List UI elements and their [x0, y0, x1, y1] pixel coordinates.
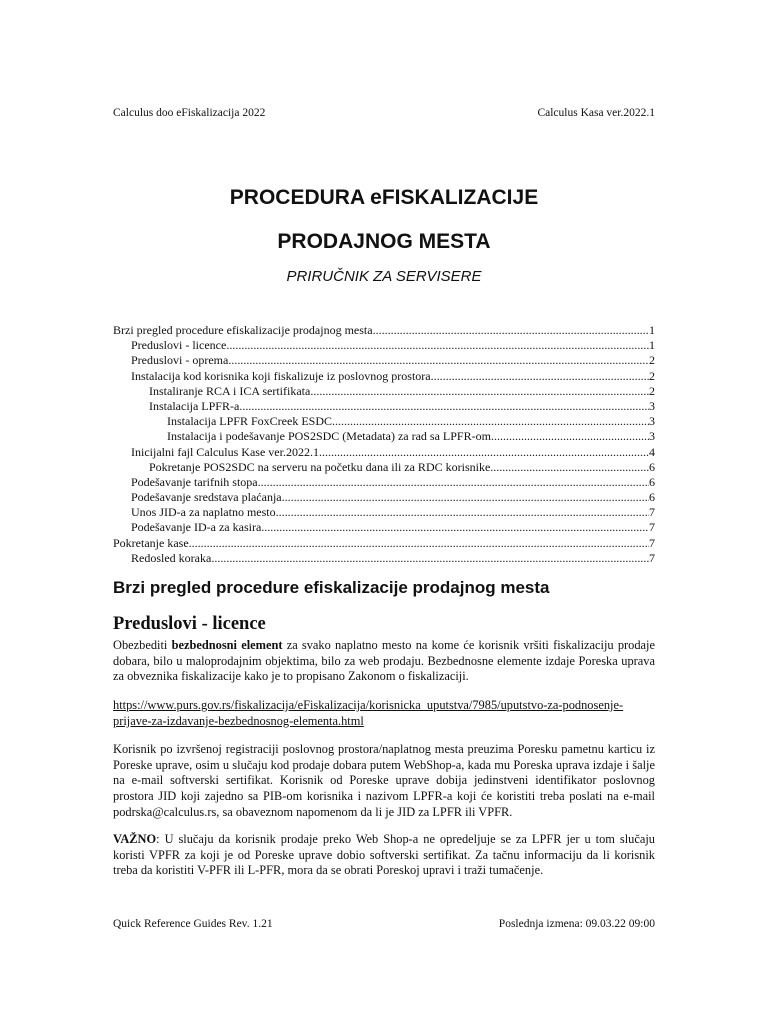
toc-entry-page: 3	[649, 398, 655, 413]
toc-entry-label: Pokretanje kase	[113, 535, 189, 550]
toc-entry-label: Instalacija LPFR FoxCreek ESDC	[167, 414, 332, 429]
header-left: Calculus doo eFiskalizacija 2022	[113, 107, 266, 119]
toc-entry-page: 2	[649, 353, 655, 368]
toc-dot-leader	[228, 353, 649, 368]
toc-entry[interactable]	[113, 399, 655, 414]
toc-dot-leader	[490, 460, 649, 475]
toc-entry-page: 6	[649, 474, 655, 489]
paragraph-security-element	[113, 638, 655, 685]
toc-dot-leader	[226, 338, 649, 353]
toc-entry-label: Podešavanje tarifnih stopa	[131, 474, 258, 489]
important-label: VAŽNO	[113, 832, 157, 846]
toc-entry[interactable]	[113, 460, 655, 475]
paragraph-link	[113, 698, 655, 729]
toc-entry[interactable]	[113, 369, 655, 384]
footer-right: Poslednja izmena: 09.03.22 09:00	[498, 918, 655, 930]
toc-entry-page: 2	[649, 368, 655, 383]
toc-entry[interactable]	[113, 505, 655, 520]
toc-entry-page: 6	[649, 459, 655, 474]
toc-entry[interactable]	[113, 338, 655, 353]
toc-dot-leader	[258, 475, 649, 490]
toc-entry-label: Brzi pregled procedure efiskalizacije prodajnog mesta	[113, 323, 373, 337]
section-heading: Brzi pregled procedure efiskalizacije prodajnog mesta	[113, 578, 550, 597]
paragraph-registration: Korisnik po izvršenoj registraciji poslovnog prostora/naplatnog mesta preuzima Poresku pametnu karticu iz Poreske uprave, osim u slučaju kod prodaje dobara putem WebShop-a, kada mu Poreska uprava izdaje i šalje na e-mail softverski sertifikat. Korisnik od Poreske uprave dobija jedinstveni identifikator poslovnog prostora JID koji zajedno sa PIB-om korisnika i nazivom LPFR-a koji će koristiti treba poslati na e-mail podrska@calculus.rs, sa obaveznom napomenom da li je JID za LPFR ili VPFR.	[113, 742, 655, 819]
toc-entry[interactable]	[113, 414, 655, 429]
document-title-line1: PROCEDURA eFISKALIZACIJE	[229, 186, 539, 209]
toc-dot-leader	[319, 445, 649, 460]
toc-entry-page: 7	[649, 520, 655, 535]
toc-entry[interactable]	[113, 475, 655, 490]
toc-entry[interactable]	[113, 445, 655, 460]
toc-entry-label: Instalacija LPFR-a	[149, 398, 240, 413]
toc-dot-leader	[373, 323, 649, 338]
toc-entry[interactable]	[113, 429, 655, 444]
toc-entry-page: 2	[649, 383, 655, 398]
toc-entry[interactable]	[113, 353, 655, 368]
toc-entry-page: 1	[649, 338, 655, 353]
toc-entry-label: Unos JID-a za naplatno mesto	[131, 505, 276, 520]
text-run: za svako naplatno mesto na kome će korisnik vršiti fiskalizaciju prodaje dobara, bilo u maloprodajnim objektima, bilo za web prodaju. Bezbednosne elemente izdaje Poreska uprava za obveznika fiskalizacije kako je to propisano Zakonom o fiskalizaciji.	[113, 638, 655, 684]
toc-entry[interactable]	[113, 490, 655, 505]
toc-entry-page: 7	[649, 535, 655, 550]
toc-entry-label: Preduslovi - licence	[131, 338, 227, 353]
toc-entry[interactable]	[113, 323, 655, 338]
instructions-link[interactable]: https://www.purs.gov.rs/fiskalizacija/eFiskalizacija/korisnicka_uputstva/7985/uputstvo-za-podnosenje-prijave-za-izdavanje-bezbednosnog-elementa.html	[113, 698, 624, 728]
document-subtitle: PRIRUČNIK ZA SERVISERE	[286, 268, 482, 285]
toc-dot-leader	[431, 369, 649, 384]
toc-entry-page: 6	[649, 490, 655, 505]
toc-entry-page: 1	[649, 323, 655, 337]
table-of-contents	[113, 323, 655, 566]
page-header	[113, 107, 655, 119]
text-run: : U slučaju da korisnik prodaje preko Web Shop-a ne opredeljuje se za LPFR jer u tom slučaju koristi VPFR za koji je od Poreske uprave dobio softverski sertifikat. Za tačnu informaciju da li korisnik treba da koristiti V-PFR ili L-PFR, mora da se obrati Poreskoj upravi i traži tumačenje.	[113, 832, 655, 878]
toc-entry-label: Instalacija kod korisnika koji fiskalizuje iz poslovnog prostora	[131, 368, 431, 383]
toc-entry-label: Instalacija i podešavanje POS2SDC (Metadata) za rad sa LPFR-om	[167, 429, 491, 444]
toc-entry-label: Podešavanje sredstava plaćanja	[131, 490, 282, 505]
toc-entry-label: Preduslovi - oprema	[131, 353, 229, 368]
toc-entry-page: 3	[649, 414, 655, 429]
toc-entry-page: 3	[649, 429, 655, 444]
document-title-line2: PRODAJNOG MESTA	[277, 230, 491, 253]
toc-dot-leader	[211, 551, 649, 566]
toc-entry-page: 4	[649, 444, 655, 459]
toc-dot-leader	[282, 490, 649, 505]
toc-entry-page: 7	[649, 550, 655, 565]
toc-entry[interactable]	[113, 384, 655, 399]
header-right: Calculus Kasa ver.2022.1	[537, 107, 655, 119]
toc-dot-leader	[310, 384, 649, 399]
toc-dot-leader	[189, 536, 649, 551]
toc-entry-label: Podešavanje ID-a za kasira	[131, 520, 262, 535]
toc-dot-leader	[491, 429, 649, 444]
paragraph-important	[113, 832, 655, 879]
footer-left: Quick Reference Guides Rev. 1.21	[113, 918, 273, 930]
toc-entry[interactable]	[113, 551, 655, 566]
toc-entry-page: 7	[649, 505, 655, 520]
bold-term: bezbednosni element	[171, 638, 283, 652]
toc-entry-label: Pokretanje POS2SDC na serveru na početku dana ili za RDC korisnike	[149, 459, 491, 474]
toc-entry-label: Redosled koraka	[131, 550, 212, 565]
toc-dot-leader	[332, 414, 649, 429]
subsection-heading: Preduslovi - licence	[113, 614, 266, 634]
page-footer	[113, 918, 655, 930]
toc-dot-leader	[276, 505, 649, 520]
toc-dot-leader	[261, 520, 649, 535]
toc-entry[interactable]	[113, 536, 655, 551]
toc-entry-label: Inicijalni fajl Calculus Kase ver.2022.1	[131, 444, 319, 459]
toc-entry-label: Instaliranje RCA i ICA sertifikata	[149, 383, 311, 398]
toc-dot-leader	[239, 399, 649, 414]
text-run: Obezbediti	[113, 638, 172, 652]
toc-entry[interactable]	[113, 520, 655, 535]
